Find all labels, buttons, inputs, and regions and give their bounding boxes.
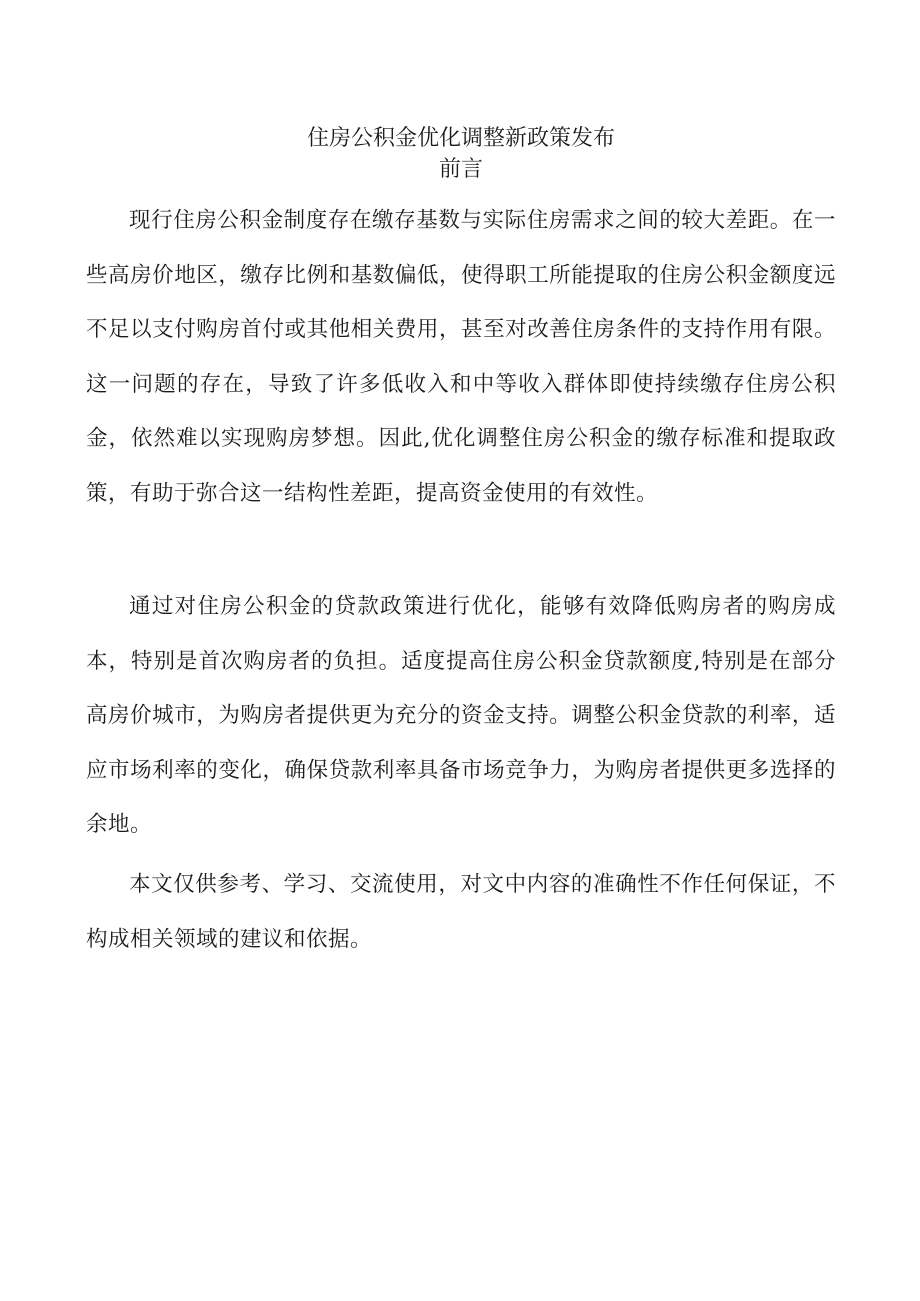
document-title: 住房公积金优化调整新政策发布 bbox=[306, 126, 615, 151]
paragraph-1: 现行住房公积金制度存在缴存基数与实际住房需求之间的较大差距。在一些高房价地区，缴存比例和基数偏低，使得职工所能提取的住房公积金额度远不足以支付购房首付或其他相关费用，甚至对改善住房条件的支持作用有限。这一问题的存在，导致了许多低收入和中等收入群体即使持续缴存住房公积金，依然难以实现购房梦想。因此,优化调整住房公积金的缴存标准和提取政策，有助于弥合这一结构性差距，提高资金使用的有效性。 bbox=[86, 208, 836, 506]
document-subtitle: 前言 bbox=[438, 157, 483, 182]
paragraph-3: 本文仅供参考、学习、交流使用，对文中内容的准确性不作任何保证，不构成相关领域的建议和依据。 bbox=[86, 872, 836, 952]
paragraph-2: 通过对住房公积金的贷款政策进行优化，能够有效降低购房者的购房成本，特别是首次购房者的负担。适度提高住房公积金贷款额度,特别是在部分高房价城市，为购房者提供更为充分的资金支持。调整公积金贷款的利率，适应市场利率的变化，确保贷款利率具备市场竞争力，为购房者提供更多选择的余地。 bbox=[86, 594, 836, 837]
